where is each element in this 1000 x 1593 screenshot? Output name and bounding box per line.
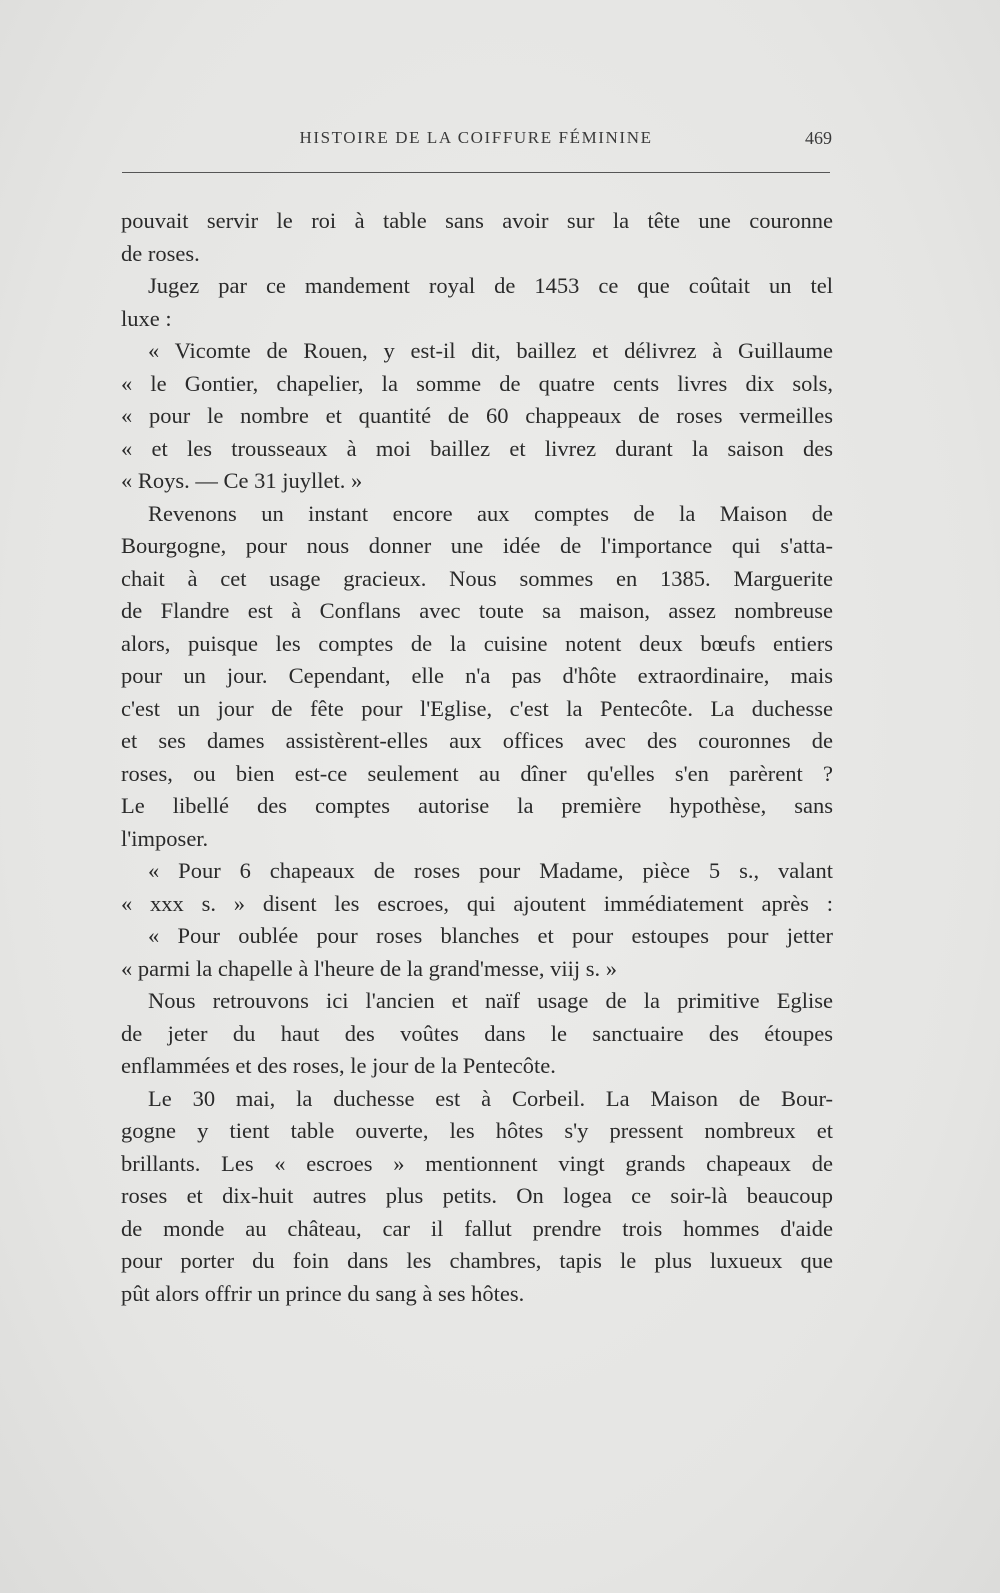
text-line: « Roys. — Ce 31 juyllet. » bbox=[121, 468, 363, 493]
text-line: pour porter du foin dans les chambres, tapis le plus luxueux que bbox=[121, 1248, 833, 1273]
text-line: « et les trousseaux à moi baillez et livrez durant la saison des bbox=[121, 435, 833, 461]
running-title: HISTOIRE DE LA COIFFURE FÉMININE bbox=[299, 128, 653, 147]
text-line: brillants. Les « escroes » mentionnent vingt grands chapeaux de bbox=[121, 1150, 833, 1176]
text-line: « Vicomte de Rouen, y est-il dit, baillez et délivrez à Guillaume bbox=[148, 338, 833, 363]
text-line: roses, ou bien est-ce seulement au dîner qu'elles s'en parèrent ? bbox=[121, 760, 833, 786]
body-text bbox=[121, 205, 833, 1310]
text-line: Revenons un instant encore aux comptes de la Maison de bbox=[148, 500, 833, 526]
header-rule bbox=[122, 172, 830, 173]
text-line: « pour le nombre et quantité de 60 chappeaux de roses vermeilles bbox=[121, 403, 833, 428]
page-number: 469 bbox=[805, 128, 832, 148]
text-line: « le Gontier, chapelier, la somme de quatre cents livres dix sols, bbox=[121, 370, 833, 396]
text-line: et ses dames assistèrent-elles aux offices avec des couronnes de bbox=[121, 728, 833, 753]
text-line: de jeter du haut des voûtes dans le sanctuaire des étoupes bbox=[121, 1020, 833, 1046]
text-line: alors, puisque les comptes de la cuisine notent deux bœufs entiers bbox=[121, 630, 833, 656]
text-line: « parmi la chapelle à l'heure de la grand'messe, viij s. » bbox=[121, 955, 618, 981]
text-line: chait à cet usage gracieux. Nous sommes en 1385. Marguerite bbox=[121, 565, 833, 591]
text-line: « Pour oublée pour roses blanches et pour estoupes pour jetter bbox=[148, 923, 833, 948]
text-line: Jugez par ce mandement royal de 1453 ce que coûtait un tel bbox=[148, 273, 833, 298]
text-line: « xxx s. » disent les escroes, qui ajoutent immédiatement après : bbox=[121, 890, 833, 916]
text-line: de Flandre est à Conflans avec toute sa maison, assez nombreuse bbox=[121, 598, 833, 623]
text-line: l'imposer. bbox=[121, 825, 209, 851]
text-line: c'est un jour de fête pour l'Eglise, c'est la Pentecôte. La duchesse bbox=[121, 695, 833, 721]
page-header bbox=[120, 128, 832, 158]
text-line: Nous retrouvons ici l'ancien et naïf usage de la primitive Eglise bbox=[148, 988, 833, 1013]
text-line: luxe : bbox=[121, 305, 172, 331]
text-line: enflammées et des roses, le jour de la Pentecôte. bbox=[121, 1053, 556, 1078]
text-line: Bourgogne, pour nous donner une idée de l'importance qui s'atta- bbox=[121, 533, 833, 558]
text-line: Le libellé des comptes autorise la première hypothèse, sans bbox=[121, 793, 833, 818]
text-line: de monde au château, car il fallut prendre trois hommes d'aide bbox=[121, 1215, 833, 1241]
text-line: roses et dix-huit autres plus petits. On logea ce soir-là beaucoup bbox=[121, 1183, 833, 1208]
text-line: gogne y tient table ouverte, les hôtes s'y pressent nombreux et bbox=[121, 1118, 833, 1143]
text-line: pouvait servir le roi à table sans avoir sur la tête une couronne bbox=[121, 208, 833, 233]
text-line: pour un jour. Cependant, elle n'a pas d'hôte extraordinaire, mais bbox=[121, 663, 833, 688]
text-line: « Pour 6 chapeaux de roses pour Madame, pièce 5 s., valant bbox=[148, 858, 833, 883]
text-line: pût alors offrir un prince du sang à ses hôtes. bbox=[121, 1280, 525, 1306]
text-line: Le 30 mai, la duchesse est à Corbeil. La Maison de Bour- bbox=[148, 1085, 833, 1111]
text-line: de roses. bbox=[121, 240, 200, 266]
